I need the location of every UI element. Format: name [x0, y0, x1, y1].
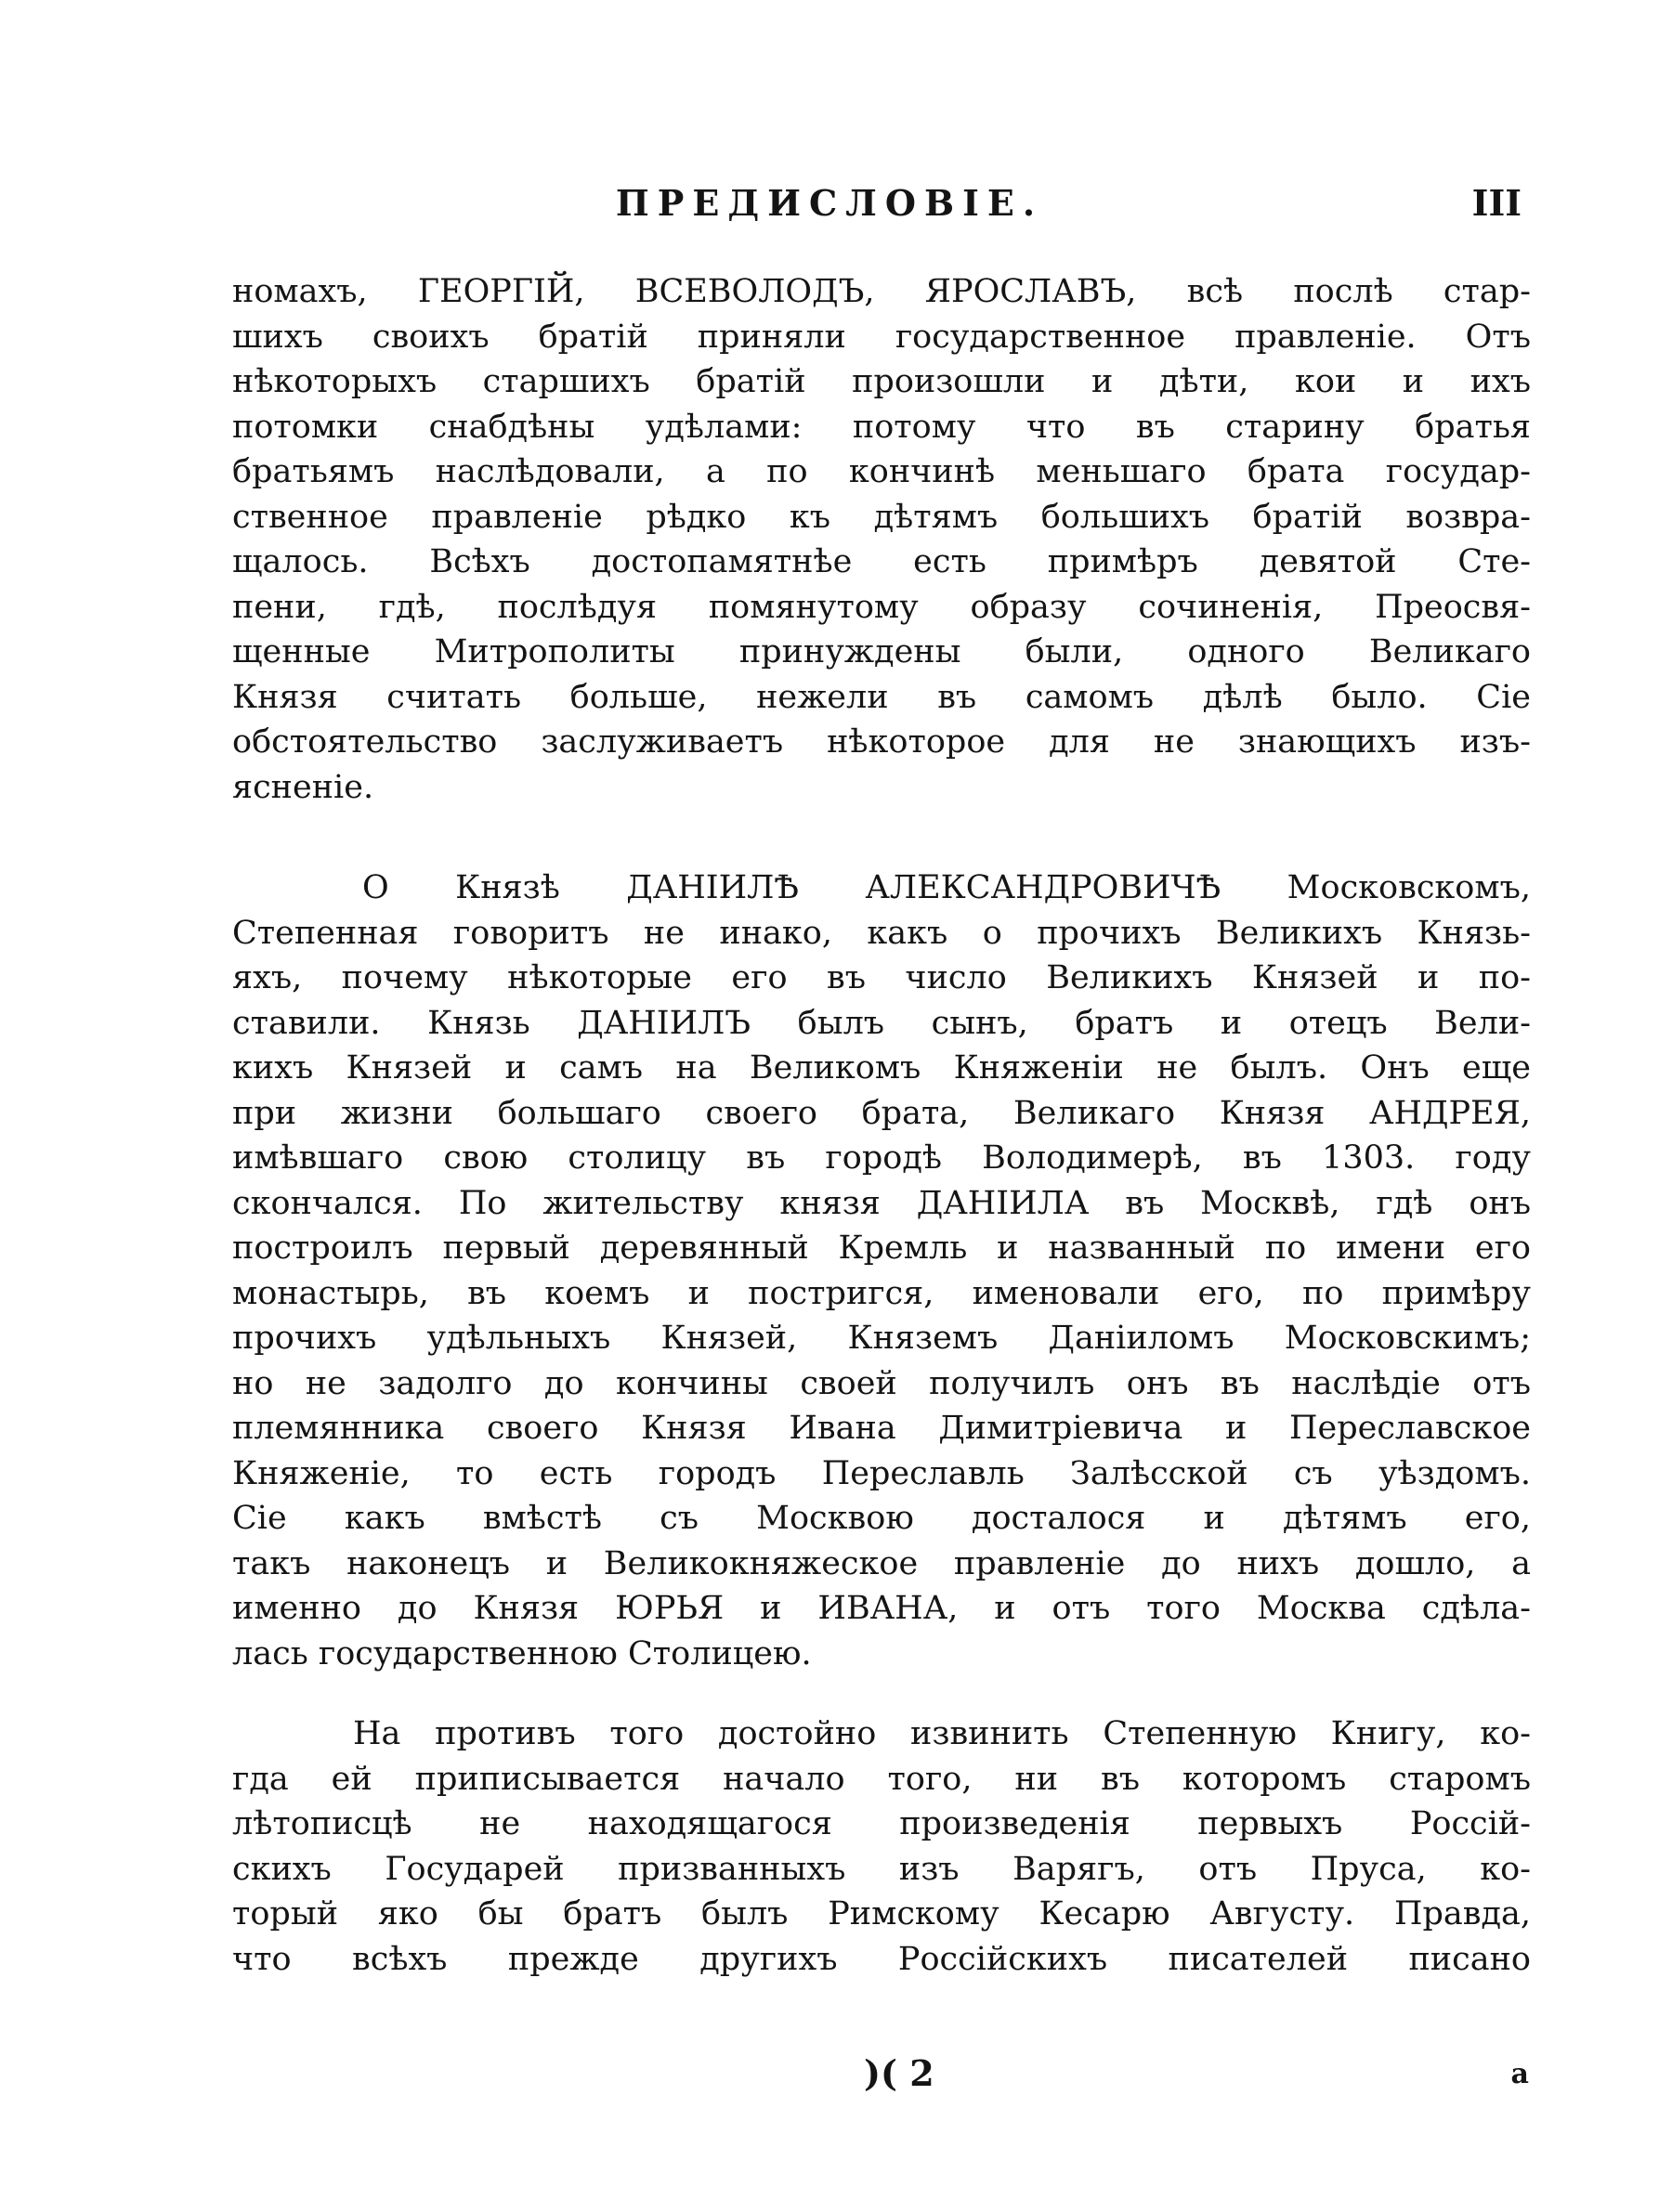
page-footer [0, 2052, 1659, 2108]
text-line: яхъ, почему нѣкоторые его въ число Великихъ Князей и по- [232, 959, 1531, 996]
catchword: а [1510, 2058, 1529, 2090]
text-line: нѣкоторыхъ старшихъ братій произошли и дѣти, кои и ихъ [232, 363, 1531, 400]
text-line: братьямъ наслѣдовали, а по кончинѣ меньшаго брата государ- [232, 453, 1531, 490]
text-line: но не задолго до кончины своей получилъ онъ въ наслѣдіе отъ [232, 1364, 1531, 1402]
paragraph-3 [232, 1711, 1531, 1982]
text-line: Княженіе, то есть городъ Переславль Залѣсской съ уѣздомъ. [232, 1454, 1531, 1492]
text-line: лась государственною Столицею. [232, 1634, 812, 1672]
text-line: построилъ первый деревянный Кремль и названный по имени его [232, 1230, 1531, 1267]
text-line: прочихъ удѣльныхъ Князей, Княземъ Даніиломъ Московскимъ; [232, 1320, 1531, 1357]
paragraph-2 [232, 865, 1531, 1676]
text-line: при жизни большаго своего брата, Великаго Князя АНДРЕЯ, [232, 1094, 1531, 1132]
text-line: лѣтописцѣ не находящагося произведенія первыхъ Россій- [232, 1805, 1531, 1842]
text-line: щенные Митрополиты принуждены были, одного Великаго [232, 633, 1531, 670]
text-line: пени, гдѣ, послѣдуя помянутому образу сочиненія, Преосвя- [232, 588, 1531, 626]
text-line: На противъ того достойно извинить Степенную Книгу, ко- [353, 1715, 1531, 1752]
text-line: щалось. Всѣхъ достопамятнѣе есть примѣръ девятой Сте- [232, 543, 1531, 580]
text-line: имѣвшаго свою столицу въ городѣ Володимерѣ, въ 1303. году [232, 1139, 1531, 1177]
signature-mark: )( 2 [864, 2052, 934, 2094]
text-line: такъ наконецъ и Великокняжеское правленіе до нихъ дошло, а [232, 1544, 1531, 1582]
text-line: Сіе какъ вмѣстѣ съ Москвою досталося и дѣтямъ его, [232, 1500, 1531, 1537]
running-head [0, 182, 1659, 238]
text-line: О Князѣ ДАНІИЛѢ АЛЕКСАНДРОВИЧѢ Московскомъ, [362, 869, 1531, 906]
text-line: номахъ, ГЕОРГІЙ, ВСЕВОЛОДЪ, ЯРОСЛАВЪ, всѣ послѣ стар- [232, 273, 1531, 310]
text-line: кихъ Князей и самъ на Великомъ Княженіи не былъ. Онъ еще [232, 1049, 1531, 1086]
text-line: что всѣхъ прежде другихъ Россійскихъ писателей писано [232, 1940, 1531, 1978]
text-line: именно до Князя ЮРЬЯ и ИВАНА, и отъ того Москва сдѣла- [232, 1590, 1531, 1627]
text-line: ственное правленіе рѣдко къ дѣтямъ большихъ братій возвра- [232, 498, 1531, 536]
text-line: потомки снабдѣны удѣлами: потому что въ старину братья [232, 408, 1531, 446]
text-line: монастырь, въ коемъ и постригся, именовали его, по примѣру [232, 1274, 1531, 1312]
text-line: Степенная говоритъ не инако, какъ о прочихъ Великихъ Князь- [232, 914, 1531, 952]
page-title: ПРЕДИСЛОВІЕ. [615, 182, 1044, 224]
text-line: племянника своего Князя Ивана Димитріевича и Переславское [232, 1410, 1531, 1447]
text-line: ставили. Князь ДАНІИЛЪ былъ сынъ, братъ и отецъ Вели- [232, 1004, 1531, 1042]
text-line: шихъ своихъ братій приняли государственное правленіе. Отъ [232, 318, 1531, 356]
text-line: скончался. По жительству князя ДАНІИЛА въ Москвѣ, гдѣ онъ [232, 1184, 1531, 1222]
text-line: гда ей приписывается начало того, ни въ которомъ старомъ [232, 1760, 1531, 1798]
text-line: обстоятельство заслуживаетъ нѣкоторое для не знающихъ изъ- [232, 723, 1531, 761]
text-line: торый яко бы братъ былъ Римскому Кесарю Августу. Правда, [232, 1895, 1531, 1932]
paragraph-1 [232, 269, 1531, 810]
text-line: ясненіе. [232, 768, 374, 806]
text-line: Князя считать больше, нежели въ самомъ дѣлѣ было. Сіе [232, 678, 1531, 716]
page-number: III [1471, 182, 1522, 224]
text-line: скихъ Государей призванныхъ изъ Варягъ, отъ Пруса, ко- [232, 1850, 1531, 1888]
